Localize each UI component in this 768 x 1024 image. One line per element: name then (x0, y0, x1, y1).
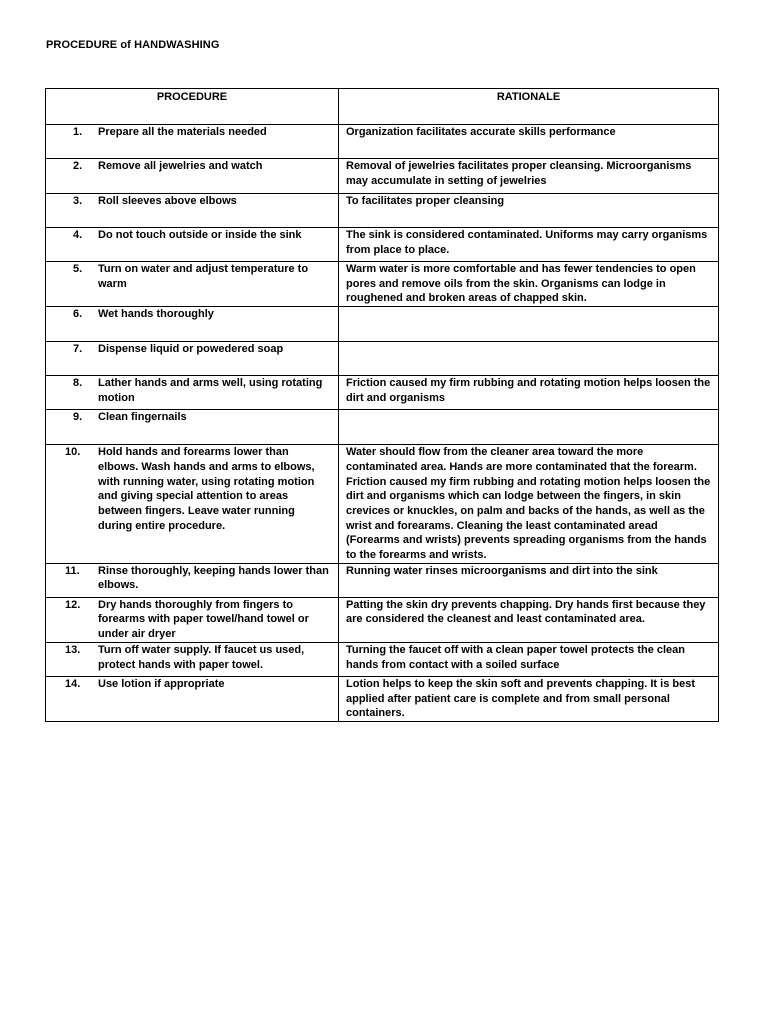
rationale-cell (339, 563, 719, 597)
header-rationale: RATIONALE (339, 89, 719, 125)
table-row (46, 228, 719, 262)
procedure-cell (46, 563, 339, 597)
step-number: 14. (65, 677, 81, 690)
rationale-cell (339, 125, 719, 159)
step-text: Turn on water and adjust temperature to warm (98, 263, 309, 290)
step-text: Clean fingernails (98, 411, 187, 424)
rationale-cell (339, 159, 719, 194)
rationale-cell (339, 262, 719, 307)
step-text: Rinse thoroughly, keeping hands lower than elbows. (98, 564, 329, 592)
table-row (46, 676, 719, 721)
step-text: Turn off water supply. If faucet us used, protect hands with paper towel. (98, 643, 305, 671)
procedure-table (45, 88, 719, 722)
rationale-cell (339, 410, 719, 445)
procedure-cell (46, 159, 339, 194)
rationale-cell (339, 228, 719, 262)
step-number: 11. (65, 564, 80, 577)
step-number: 1. (73, 126, 83, 138)
table-row (46, 125, 719, 159)
step-number: 2. (73, 160, 83, 172)
rationale-text: Organization facilitates accurate skills performance (346, 126, 616, 138)
procedure-cell (46, 342, 339, 376)
step-number: 9. (73, 411, 83, 424)
rationale-text: Turning the faucet off with a clean paper towel protects the clean hands from contact with a soiled surface (346, 643, 686, 671)
procedure-cell (46, 642, 339, 676)
table-row (46, 597, 719, 642)
table-row (46, 194, 719, 228)
procedure-cell (46, 125, 339, 159)
procedure-cell (46, 262, 339, 307)
table-row (46, 159, 719, 194)
rationale-cell (339, 445, 719, 564)
rationale-text: The sink is considered contaminated. Uniforms may carry organisms from place to place. (346, 229, 708, 256)
procedure-cell (46, 597, 339, 642)
rationale-cell (339, 342, 719, 376)
rationale-cell (339, 676, 719, 721)
step-number: 8. (73, 377, 83, 390)
rationale-text: Running water rinses microorganisms and dirt into the sink (346, 564, 658, 577)
rationale-text: Friction caused my firm rubbing and rotating motion helps loosen the dirt and organisms (346, 377, 711, 404)
procedure-cell (46, 194, 339, 228)
table-row (46, 410, 719, 445)
step-number: 7. (73, 343, 83, 356)
table-row (46, 342, 719, 376)
step-text: Do not touch outside or inside the sink (98, 229, 302, 241)
table-row (46, 262, 719, 307)
step-text: Dry hands thoroughly from fingers to forearms with paper towel/hand towel or under air dryer (98, 598, 309, 641)
step-number: 12. (65, 598, 81, 611)
rationale-cell (339, 307, 719, 342)
procedure-cell (46, 307, 339, 342)
step-text: Remove all jewelries and watch (98, 160, 263, 172)
step-text: Lather hands and arms well, using rotating motion (98, 377, 323, 404)
document-title: PROCEDURE of HANDWASHING (46, 39, 220, 51)
procedure-cell (46, 676, 339, 721)
procedure-cell (46, 410, 339, 445)
step-text: Prepare all the materials needed (98, 126, 267, 138)
step-text: Roll sleeves above elbows (98, 195, 237, 207)
step-text: Use lotion if appropriate (98, 677, 225, 690)
rationale-text: To facilitates proper cleansing (346, 195, 505, 207)
procedure-cell (46, 228, 339, 262)
header-procedure: PROCEDURE (46, 89, 339, 125)
rationale-text: Lotion helps to keep the skin soft and prevents chapping. It is best applied after patient care is complete and from small personal containers. (346, 677, 695, 720)
procedure-cell (46, 445, 339, 564)
rationale-text: Patting the skin dry prevents chapping. Dry hands first because they are considered the cleanest and least contaminated area. (346, 598, 706, 626)
step-number: 6. (73, 308, 83, 321)
step-number: 4. (73, 229, 83, 241)
step-number: 3. (73, 195, 83, 207)
procedure-cell (46, 376, 339, 410)
step-text: Wet hands thoroughly (98, 308, 214, 321)
step-text: Hold hands and forearms lower than elbows. Wash hands and arms to elbows, with running water, using rotating motion and giving special attention to areas between fingers. Leave water running during entire procedure. (98, 446, 315, 532)
rationale-cell (339, 597, 719, 642)
table-row (46, 445, 719, 564)
table-row (46, 642, 719, 676)
table-row (46, 376, 719, 410)
step-text: Dispense liquid or powedered soap (98, 343, 284, 356)
table-row (46, 563, 719, 597)
table-header-row (46, 89, 719, 125)
step-number: 13. (65, 643, 81, 656)
step-number: 10. (65, 446, 81, 459)
rationale-cell (339, 376, 719, 410)
rationale-text: Warm water is more comfortable and has fewer tendencies to open pores and remove oils from the skin. Organisms can lodge in roughened and broken areas of chapped skin. (346, 263, 696, 305)
rationale-cell (339, 642, 719, 676)
rationale-text: Removal of jewelries facilitates proper cleansing. Microorganisms may accumulate in setting of jewelries (346, 160, 692, 187)
rationale-text: Water should flow from the cleaner area toward the more contaminated area. Hands are more contaminated that the forearm. Friction caused my firm rubbing and rotating motion helps loosen the dirt and organisms which can lodge between the fingers, in skin crevices or knuckles, on palm and backs of the hands, as well as the wrist and forearams. Cleaning the least contaminated aread (Forearms and wrists) prevents spreading organisms from the hands to the forearms and wrists. (346, 446, 711, 562)
step-number: 5. (73, 263, 83, 275)
rationale-cell (339, 194, 719, 228)
table-row (46, 307, 719, 342)
